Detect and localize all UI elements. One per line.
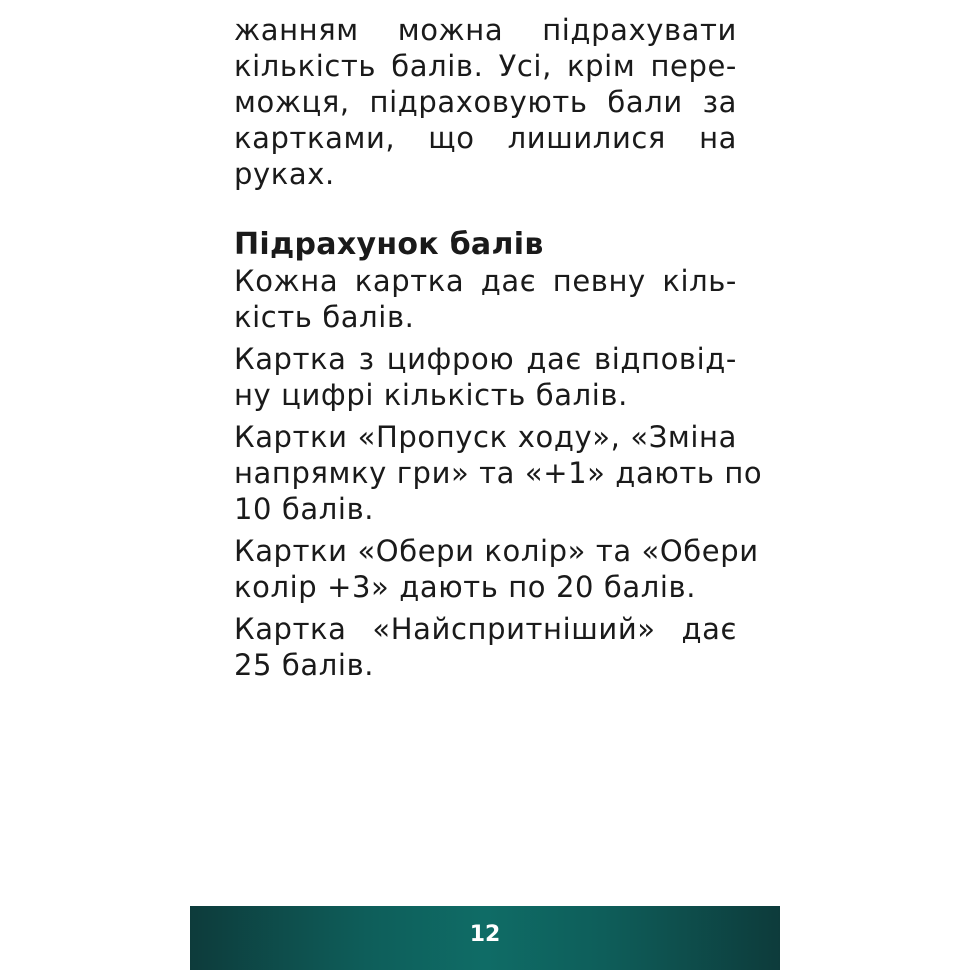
scoring-paragraph-2 xyxy=(234,341,737,413)
text-line: Картки «Пропуск ходу», «Зміна xyxy=(234,420,737,454)
page-number: 12 xyxy=(469,922,501,947)
text-line: картками, що лишилися на xyxy=(234,121,737,155)
scoring-paragraph-3 xyxy=(234,419,763,527)
footer-band xyxy=(190,906,780,970)
text-line: напрямку гри» та «+1» дають по xyxy=(234,456,763,490)
section-heading: Підрахунок балів xyxy=(234,227,544,262)
text-line: кість балів. xyxy=(234,300,415,334)
text-line: можця, підраховують бали за xyxy=(234,85,737,119)
text-line: ну цифрі кількість балів. xyxy=(234,378,628,412)
text-line: 25 балів. xyxy=(234,648,375,682)
page-content xyxy=(234,12,763,683)
scoring-paragraph-4 xyxy=(234,533,759,605)
text-line: 10 балів. xyxy=(234,492,375,526)
text-line: Картка «Найспритніший» дає xyxy=(234,612,737,646)
text-line: кількість балів. Усі, крім пере- xyxy=(234,49,737,83)
text-line: Кожна картка дає певну кіль- xyxy=(234,264,737,298)
text-line: колір +3» дають по 20 балів. xyxy=(234,570,697,604)
text-line: Картки «Обери колір» та «Обери xyxy=(234,534,759,568)
text-line: жанням можна підрахувати xyxy=(234,13,737,47)
text-line: Картка з цифрою дає відповід- xyxy=(234,342,737,376)
text-line: руках. xyxy=(234,157,335,191)
scoring-paragraph-5 xyxy=(234,611,737,683)
intro-paragraph xyxy=(234,12,737,192)
scoring-paragraph-1 xyxy=(234,263,737,335)
